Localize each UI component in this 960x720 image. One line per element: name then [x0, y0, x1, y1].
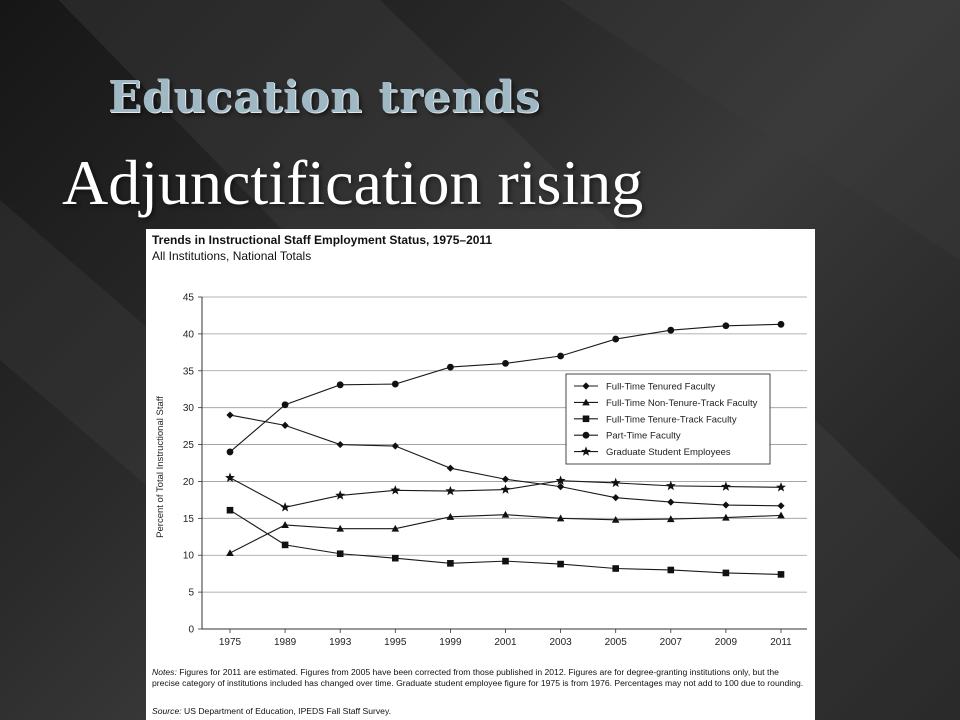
- data-point: [668, 567, 675, 574]
- y-tick-label: 20: [182, 476, 194, 488]
- data-point: [337, 441, 344, 448]
- y-axis-label: Percent of Total Instructional Staff: [155, 396, 166, 538]
- data-point: [337, 550, 344, 557]
- data-point: [227, 507, 234, 514]
- x-tick-label: 2009: [714, 637, 738, 648]
- y-tick-label: 0: [188, 624, 194, 636]
- line-chart: [146, 229, 815, 664]
- chart-figure: [146, 229, 815, 720]
- data-point: [612, 565, 619, 572]
- data-point: [723, 570, 730, 577]
- x-tick-label: 2001: [494, 637, 517, 648]
- x-tick-label: 2011: [770, 637, 792, 648]
- y-tick-label: 45: [182, 292, 194, 304]
- data-point: [447, 364, 454, 371]
- y-tick-label: 40: [182, 329, 194, 341]
- legend-label: Graduate Student Employees: [606, 447, 731, 459]
- y-tick-label: 5: [188, 587, 194, 599]
- x-tick-label: 2007: [659, 637, 682, 648]
- data-point: [776, 482, 786, 491]
- data-point: [337, 381, 344, 388]
- data-point: [501, 484, 511, 493]
- data-point: [226, 411, 233, 418]
- data-point: [612, 336, 619, 343]
- chart-title: Trends in Instructional Staff Employment Status, 1975–2011: [152, 233, 493, 247]
- data-point: [282, 422, 289, 429]
- data-point: [390, 485, 400, 494]
- data-point: [666, 481, 676, 490]
- data-point: [778, 321, 785, 328]
- data-point: [335, 490, 345, 499]
- data-point: [281, 521, 289, 528]
- data-point: [502, 360, 509, 367]
- data-point: [447, 560, 454, 567]
- data-point: [392, 442, 399, 449]
- legend-marker: [583, 416, 590, 423]
- chart-source: [152, 706, 391, 716]
- data-point: [282, 542, 289, 549]
- data-point: [227, 449, 234, 456]
- legend-label: Full-Time Tenure-Track Faculty: [606, 414, 737, 426]
- source-label: Source:: [152, 706, 182, 716]
- legend-label: Full-Time Non-Tenure-Track Faculty: [606, 397, 758, 409]
- series-line-2: [230, 510, 781, 574]
- y-tick-label: 15: [182, 513, 194, 525]
- y-tick-label: 35: [182, 366, 194, 378]
- x-tick-label: 1999: [439, 637, 462, 648]
- series-line-1: [230, 515, 781, 553]
- notes-label: Notes:: [152, 667, 177, 677]
- x-tick-label: 2005: [604, 637, 627, 648]
- y-tick-label: 10: [182, 550, 194, 562]
- data-point: [612, 494, 619, 501]
- y-tick-label: 25: [182, 440, 194, 452]
- data-point: [557, 353, 564, 360]
- data-point: [447, 465, 454, 472]
- data-point: [723, 322, 730, 329]
- x-tick-label: 1975: [218, 637, 242, 648]
- data-point: [721, 481, 731, 490]
- data-point: [722, 501, 729, 508]
- x-tick-label: 1989: [273, 637, 297, 648]
- chart-subtitle: All Institutions, National Totals: [152, 249, 312, 263]
- x-tick-label: 2003: [549, 637, 572, 648]
- legend-label: Full-Time Tenured Faculty: [606, 381, 716, 393]
- x-tick-label: 1995: [384, 637, 407, 648]
- data-point: [611, 478, 621, 487]
- source-text: US Department of Education, IPEDS Fall Staff Survey.: [181, 706, 391, 716]
- legend-marker: [583, 432, 590, 439]
- notes-text: Figures for 2011 are estimated. Figures from 2005 have been corrected from those published in 2012. Figures are for degree-granting institutions only, but the precise category of institutions included has changed over time. Graduate student employee figure for 1975 is from 1976. Percentages may not add to 100 due to rounding.: [152, 667, 804, 688]
- data-point: [392, 555, 399, 562]
- legend-label: Part-Time Faculty: [606, 430, 681, 442]
- data-point: [445, 486, 455, 495]
- data-point: [502, 558, 509, 565]
- y-tick-label: 30: [182, 403, 194, 415]
- data-point: [226, 549, 234, 556]
- data-point: [392, 381, 399, 388]
- data-point: [777, 502, 784, 509]
- chart-notes: [152, 667, 807, 689]
- data-point: [557, 561, 564, 568]
- x-tick-label: 1993: [329, 637, 352, 648]
- slide-title: Education trends: [108, 72, 541, 123]
- data-point: [282, 401, 289, 408]
- data-point: [225, 473, 235, 482]
- data-point: [280, 502, 290, 511]
- data-point: [667, 499, 674, 506]
- data-point: [667, 327, 674, 334]
- data-point: [778, 571, 785, 578]
- slide-subtitle: Adjunctification rising: [62, 147, 644, 218]
